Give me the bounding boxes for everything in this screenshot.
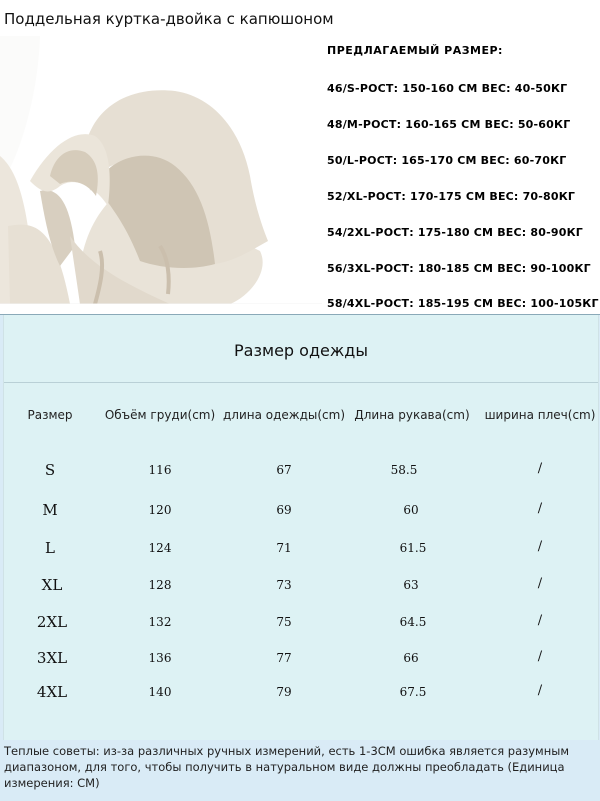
recommended-sizes: [327, 0, 600, 314]
cell-size: 4XL: [36, 683, 68, 701]
cell-length: 79: [276, 685, 292, 699]
column-header-chest: Объём груди(cm): [104, 408, 216, 422]
column-header-size: Размер: [27, 408, 73, 422]
cell-chest: 136: [148, 651, 172, 665]
cell-sleeve: 66: [403, 651, 419, 665]
product-header: [0, 0, 600, 314]
cell-chest: 132: [148, 615, 172, 629]
size-line: 48/M-РОСТ: 160-165 СМ ВЕС: 50-60КГ: [327, 118, 571, 131]
cell-sleeve: 67.5: [399, 685, 427, 699]
cell-size: 2XL: [36, 613, 68, 631]
cell-chest: 140: [148, 685, 172, 699]
cell-length: 75: [276, 615, 292, 629]
cell-chest: 120: [148, 503, 172, 517]
cell-sleeve: 60: [403, 503, 419, 517]
size-line: 56/3XL-РОСТ: 180-185 СМ ВЕС: 90-100КГ: [327, 262, 591, 275]
cell-length: 73: [276, 578, 292, 592]
recommended-heading: ПРЕДЛАГАЕМЫЙ РАЗМЕР:: [327, 44, 503, 57]
cell-length: 77: [276, 651, 292, 665]
cell-size: M: [42, 501, 58, 519]
cell-shoulder: /: [537, 649, 543, 664]
measurement-note: Теплые советы: из-за различных ручных измерений, есть 1-3CM ошибка является разумным диапазоном, для того, чтобы получить в натуральном виде должны преобладать (Единица измерения: CM): [4, 744, 569, 790]
cell-shoulder: /: [537, 501, 543, 516]
cell-sleeve: 64.5: [399, 615, 427, 629]
cell-chest: 128: [148, 578, 172, 592]
cell-shoulder: /: [537, 576, 543, 591]
hooded-jacket-photo: [0, 36, 322, 304]
column-header-sleeve: Длина рукава(cm): [354, 408, 470, 422]
column-header-shoulder: ширина плеч(cm): [484, 408, 596, 422]
size-line: 46/S-РОСТ: 150-160 СМ ВЕС: 40-50КГ: [327, 82, 568, 95]
cell-shoulder: /: [537, 683, 543, 698]
cell-size: L: [45, 539, 55, 557]
cell-chest: 124: [148, 541, 172, 555]
divider: [4, 382, 598, 383]
size-line: 54/2XL-РОСТ: 175-180 СМ ВЕС: 80-90КГ: [327, 226, 583, 239]
column-header-length: длина одежды(cm): [222, 408, 346, 422]
cell-size: XL: [41, 576, 63, 594]
cell-shoulder: /: [537, 461, 543, 476]
size-chart-panel: [0, 314, 600, 801]
cell-sleeve: 58.5: [390, 463, 418, 477]
size-table: [3, 315, 599, 740]
cell-length: 67: [276, 463, 292, 477]
cell-sleeve: 63: [403, 578, 419, 592]
cell-shoulder: /: [537, 613, 543, 628]
cell-length: 69: [276, 503, 292, 517]
table-title: Размер одежды: [234, 341, 368, 360]
size-line: 52/XL-РОСТ: 170-175 СМ ВЕС: 70-80КГ: [327, 190, 576, 203]
cell-size: S: [44, 461, 56, 479]
cell-size: 3XL: [36, 649, 68, 667]
size-line: 50/L-РОСТ: 165-170 СМ ВЕС: 60-70КГ: [327, 154, 567, 167]
cell-length: 71: [276, 541, 292, 555]
cell-shoulder: /: [537, 539, 543, 554]
product-title: Поддельная куртка-двойка с капюшоном: [4, 10, 334, 28]
cell-chest: 116: [148, 463, 172, 477]
cell-sleeve: 61.5: [399, 541, 427, 555]
size-line: 58/4XL-РОСТ: 185-195 СМ ВЕС: 100-105КГ: [327, 297, 599, 310]
